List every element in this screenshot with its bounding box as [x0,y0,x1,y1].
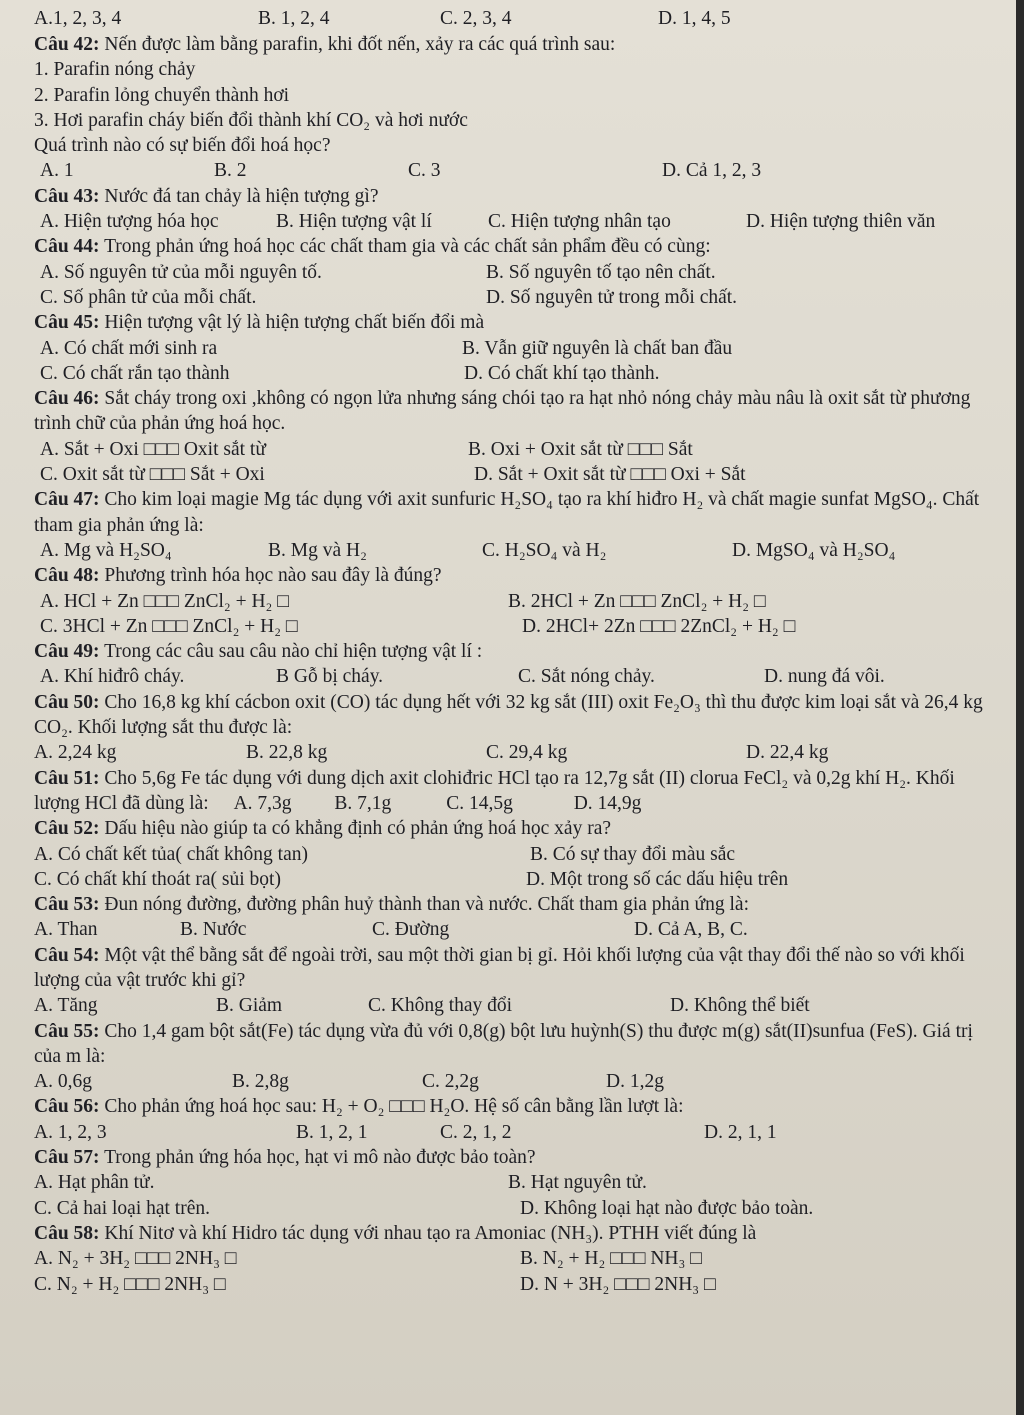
question-52 [34,816,1012,892]
question-49 [34,639,1012,690]
question-label: Câu 56: [34,1096,100,1118]
question-text: Dấu hiệu nào giúp ta có khẳng định có phản ứng hoá học xảy ra? [104,818,612,840]
option-b: B. 2 [214,160,247,182]
option-d: D. Một trong số các dấu hiệu trên [526,868,789,890]
question-48 [34,563,1012,639]
question-text: Sắt cháy trong oxi ,không có ngọn lửa nhưng sáng chói tạo ra hạt nhỏ nóng chảy màu nâu là oxit sắt từ phương trình chữ của phản ứng hoá học. [34,388,971,435]
question-label: Câu 52: [34,818,100,840]
option-b: B Gỗ bị cháy. [276,666,384,688]
question-text: Nến được làm bằng parafin, khi đốt nến, xảy ra các quá trình sau: [104,34,616,55]
option-c: C. Cả hai loại hạt trên. [34,1197,210,1219]
option-b: B. 22,8 kg [246,742,328,764]
option-d: D. N + 3H₂ □□□ 2NH₃ □ [520,1273,716,1295]
option-b: B. Giảm [216,995,283,1017]
option-b: B. Hạt nguyên tử. [508,1172,647,1194]
question-51 [34,766,1012,817]
question-text: Cho kim loại magie Mg tác dụng với axit sunfuric H₂SO₄ tạo ra khí hiđro H₂ và chất magie sunfat MgSO₄. Chất tham gia phản ứng là: [34,489,980,536]
option-d: D. 1,2g [606,1071,664,1093]
question-label: Câu 54: [34,944,100,966]
option-c: C. Oxit sắt từ □□□ Sắt + Oxi [40,464,265,486]
question-56 [34,1094,1012,1145]
option-c: C. Sắt nóng chảy. [518,666,655,688]
question-text: Trong phản ứng hóa học, hạt vi mô nào được bảo toàn? [104,1147,536,1169]
option-c: C. 3HCl + Zn □□□ ZnCl₂ + H₂ □ [40,615,298,637]
option-d: D. Hiện tượng thiên văn [746,211,936,233]
question-text: Cho phản ứng hoá học sau: H₂ + O₂ □□□ H₂O. Hệ số cân bằng lần lượt là: [104,1096,684,1118]
question-label: Câu 49: [34,641,100,663]
option-a: A. 7,3g [233,792,292,814]
option-a: A. 1 [40,160,74,182]
question-42 [34,32,1012,184]
option-d: D. 1, 4, 5 [658,8,731,29]
option-a: A. HCl + Zn □□□ ZnCl₂ + H₂ □ [40,590,289,612]
option-d: D. nung đá vôi. [764,666,885,688]
option-b: B. 1, 2, 4 [258,8,330,29]
question-58 [34,1221,1012,1297]
question-text: Nước đá tan chảy là hiện tượng gì? [104,185,379,207]
question-text: Cho 16,8 kg khí cácbon oxit (CO) tác dụng hết với 32 kg sắt (III) oxit Fe₂O₃ thì thu được kim loại sắt và 26,4 kg CO₂. Khối lượng sắt thu được là: [34,691,983,739]
option-a: A. Mg và H₂SO₄ [40,539,172,561]
option-c: C. Có chất rắn tạo thành [40,362,230,384]
question-label: Câu 42: [34,34,100,55]
question-46 [34,386,1012,487]
option-d: D. MgSO₄ và H₂SO₄ [732,539,896,561]
option-c: C. H₂SO₄ và H₂ [482,539,607,561]
option-d: D. 2, 1, 1 [704,1121,777,1143]
question-44 [34,234,1012,310]
option-d: D. Cả A, B, C. [634,919,748,941]
option-d: D. Không thể biết [670,995,810,1017]
option-b: B. Số nguyên tố tạo nên chất. [486,261,716,283]
question-text: Đun nóng đường, đường phân huỷ thành than và nước. Chất tham gia phản ứng là: [104,894,749,916]
question-50 [34,690,1012,766]
option-a: A. Có chất mới sinh ra [40,337,218,359]
option-a: A. Có chất kết tủa( chất không tan) [34,843,308,865]
option-b: B. 7,1g [334,792,392,814]
option-c: C. 14,5g [446,792,513,814]
step-1: 1. Parafin nóng chảy [34,59,196,81]
option-a: A. 2,24 kg [34,742,117,764]
option-d: D. Cả 1, 2, 3 [662,160,762,182]
option-c: C. 29,4 kg [486,742,568,764]
option-c: C. Hiện tượng nhân tạo [488,211,671,233]
question-label: Câu 53: [34,894,100,916]
option-d: D. Không loại hạt nào được bảo toàn. [520,1197,814,1219]
question-text: Hiện tượng vật lý là hiện tượng chất biến đổi mà [104,312,485,334]
page-edge-shadow [1016,0,1024,1415]
option-c: C. 2, 1, 2 [440,1121,512,1143]
question-text: Phương trình hóa học nào sau đây là đúng? [104,565,442,587]
step-2: 2. Parafin lỏng chuyển thành hơi [34,84,290,106]
question-55 [34,1019,1012,1095]
option-b: B. Oxi + Oxit sắt từ □□□ Sắt [468,438,693,460]
question-label: Câu 51: [34,767,100,789]
option-a: A.1, 2, 3, 4 [34,8,122,29]
question-text: Cho 1,4 gam bột sắt(Fe) tác dụng vừa đủ với 0,8(g) bột lưu huỳnh(S) thu được m(g) sắt(II)sunfua (FeS). Giá trị của m là: [34,1020,973,1067]
option-b: B. Mg và H₂ [268,539,367,561]
option-a: A. 0,6g [34,1071,92,1093]
option-c: C. Đường [372,919,450,941]
option-a: A. Khí hiđrô cháy. [40,666,185,688]
option-c: C. 2, 3, 4 [440,8,512,29]
option-a: A. Số nguyên tử của mỗi nguyên tố. [40,261,322,283]
option-c: C. Số phân tử của mỗi chất. [40,286,257,308]
question-text: Trong phản ứng hoá học các chất tham gia và các chất sản phẩm đều có cùng: [104,236,711,258]
option-a: A. Tăng [34,995,98,1017]
top-options [34,6,1012,32]
option-c: C. Có chất khí thoát ra( sủi bọt) [34,868,281,890]
option-c: C. 3 [408,160,441,182]
question-text: Cho 5,6g Fe tác dụng với dung dịch axit clohiđric HCl tạo ra 12,7g sắt (II) clorua FeCl₂ và 0,2g khí H₂. Khối lượng HCl đã dùng là: [34,767,955,814]
question-label: Câu 57: [34,1147,100,1169]
question-text: Khí Nitơ và khí Hidro tác dụng với nhau tạo ra Amoniac (NH₃). PTHH viết đúng là [104,1222,757,1244]
option-a: A. N₂ + 3H₂ □□□ 2NH₃ □ [34,1248,237,1270]
option-a: A. Sắt + Oxi □□□ Oxit sắt từ [40,438,266,460]
option-a: A. 1, 2, 3 [34,1121,107,1143]
option-d: D. 14,9g [573,792,642,814]
question-label: Câu 55: [34,1020,100,1042]
question-47 [34,487,1012,563]
question-label: Câu 50: [34,691,100,713]
option-c: C. N₂ + H₂ □□□ 2NH₃ □ [34,1273,226,1295]
option-b: B. N₂ + H₂ □□□ NH₃ □ [520,1248,702,1270]
option-d: D. 2HCl+ 2Zn □□□ 2ZnCl₂ + H₂ □ [522,615,796,637]
question-label: Câu 45: [34,312,100,334]
option-b: B. Vẫn giữ nguyên là chất ban đầu [462,337,733,359]
step-3: 3. Hơi parafin cháy biến đổi thành khí CO₂ và hơi nước [34,109,468,131]
option-d: D. Số nguyên tử trong mỗi chất. [486,286,738,308]
question-53 [34,892,1012,943]
option-b: B. 2HCl + Zn □□□ ZnCl₂ + H₂ □ [508,590,766,612]
option-b: B. Có sự thay đổi màu sắc [530,843,736,865]
question-43 [34,184,1012,235]
question-label: Câu 47: [34,489,100,511]
question-label: Câu 43: [34,185,100,207]
question-label: Câu 46: [34,388,100,410]
option-d: D. Sắt + Oxit sắt từ □□□ Oxi + Sắt [474,464,746,486]
option-c: C. Không thay đổi [368,995,513,1017]
option-a: A. Than [34,919,98,941]
option-c: C. 2,2g [422,1071,479,1093]
option-b: B. Nước [180,919,247,941]
option-b: B. 2,8g [232,1071,289,1093]
question-prompt: Quá trình nào có sự biến đổi hoá học? [34,135,331,157]
option-a: A. Hạt phân tử. [34,1172,155,1194]
question-label: Câu 48: [34,565,100,587]
question-54 [34,943,1012,1019]
question-text: Một vật thể bằng sắt để ngoài trời, sau một thời gian bị gỉ. Hỏi khối lượng của vật thay đổi thế nào so với khối lượng của vật trước khi gỉ? [34,944,965,991]
question-45 [34,310,1012,386]
option-a: A. Hiện tượng hóa học [40,211,219,233]
question-label: Câu 44: [34,236,100,258]
question-text: Trong các câu sau câu nào chỉ hiện tượng vật lí : [104,641,483,663]
option-b: B. 1, 2, 1 [296,1121,368,1143]
option-b: B. Hiện tượng vật lí [276,211,432,233]
option-d: D. 22,4 kg [746,742,829,764]
question-57 [34,1145,1012,1221]
option-d: D. Có chất khí tạo thành. [464,362,660,384]
question-label: Câu 58: [34,1222,100,1244]
